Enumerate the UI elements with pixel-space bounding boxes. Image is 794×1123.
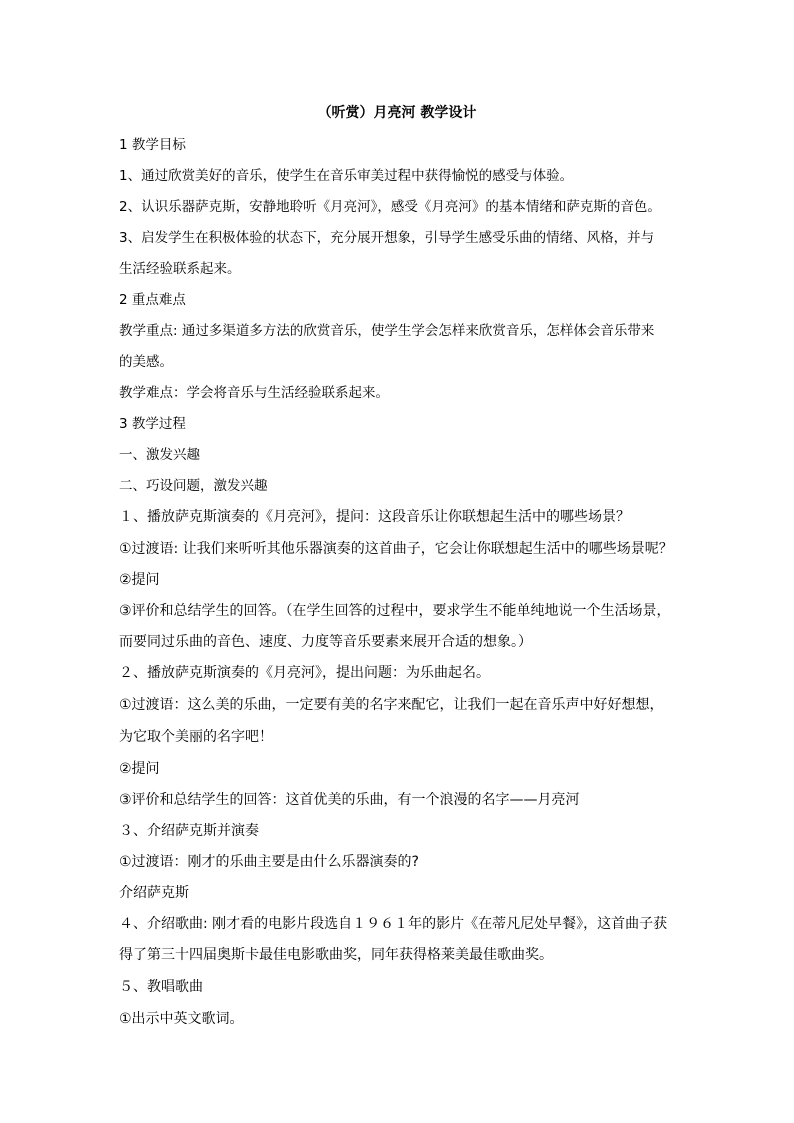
objective-3-line-1: 3、启发学生在积极体验的状态下，充分展开想象，引导学生感受乐曲的情绪、风格，并与 [119,230,655,246]
objective-1: 1、通过欣赏美好的音乐，使学生在音乐审美过程中获得愉悦的感受与体验。 [119,168,574,184]
section-heading-process: 3 教学过程 [119,416,186,432]
document-title: （听赏）月亮河 教学设计 [317,105,477,121]
activity-2-evaluation: ③评价和总结学生的回答：这首优美的乐曲，有一个浪漫的名字——月亮河 [119,792,580,808]
activity-1-evaluation-line-2: 而要同过乐曲的音色、速度、力度等音乐要素来展开合适的想象。） [119,634,532,650]
activity-1-transition: ①过渡语: 让我们来听听其他乐器演奏的这首曲子，它会让你联想起生活中的哪些场景呢？ [119,541,673,557]
activity-2-transition-line-1: ①过渡语：这么美的乐曲，一定要有美的名字来配它，让我们一起在音乐声中好好想想， [119,697,664,713]
key-point-line-1: 教学重点: 通过多渠道多方法的欣赏音乐，使学生学会怎样来欣赏音乐，怎样体会音乐带来 [119,323,655,339]
activity-3-intro: 介绍萨克斯 [119,885,189,901]
activity-4-line-1: ４、介绍歌曲: 刚才看的电影片段选自１９６１年的影片《在蒂凡尼处早餐》，这首曲子获 [119,916,668,932]
activity-3-transition: ①过渡语：刚才的乐曲主要是由什么乐器演奏的? [119,854,419,870]
objective-3-line-2: 生活经验联系起来。 [119,261,241,277]
activity-2-transition-line-2: 为它取个美丽的名字吧！ [119,729,273,745]
objective-2: 2、认识乐器萨克斯，安静地聆听《月亮河》，感受《月亮河》的基本情绪和萨克斯的音色。 [119,199,661,215]
activity-2-question: ②提问 [119,761,160,777]
activity-1-question: ②提问 [119,572,160,588]
activity-5: ５、教唱歌曲 [119,979,203,995]
activity-1-evaluation-line-1: ③评价和总结学生的回答。（在学生回答的过程中，要求学生不能单纯地说一个生活场景， [119,603,671,619]
activity-4-line-2: 得了第三十四届奥斯卡最佳电影歌曲奖，同年获得格莱美最佳歌曲奖。 [119,947,553,963]
section-heading-key-points: 2 重点难点 [119,292,186,308]
activity-5-step-1: ①出示中英文歌词。 [119,1011,244,1027]
activity-1: １、播放萨克斯演奏的《月亮河》，提问：这段音乐让你联想起生活中的哪些场景？ [119,509,630,525]
activity-3: ３、介绍萨克斯并演奏 [119,823,259,839]
process-step-1: 一、激发兴趣 [119,447,200,463]
section-heading-objectives: 1 教学目标 [119,137,186,153]
activity-2: ２、播放萨克斯演奏的《月亮河》，提出问题：为乐曲起名。 [119,665,490,681]
process-step-2: 二、巧设问题，激发兴趣 [119,478,268,494]
difficult-point: 教学难点：学会将音乐与生活经验联系起来。 [119,385,389,401]
key-point-line-2: 的美感。 [119,354,173,370]
